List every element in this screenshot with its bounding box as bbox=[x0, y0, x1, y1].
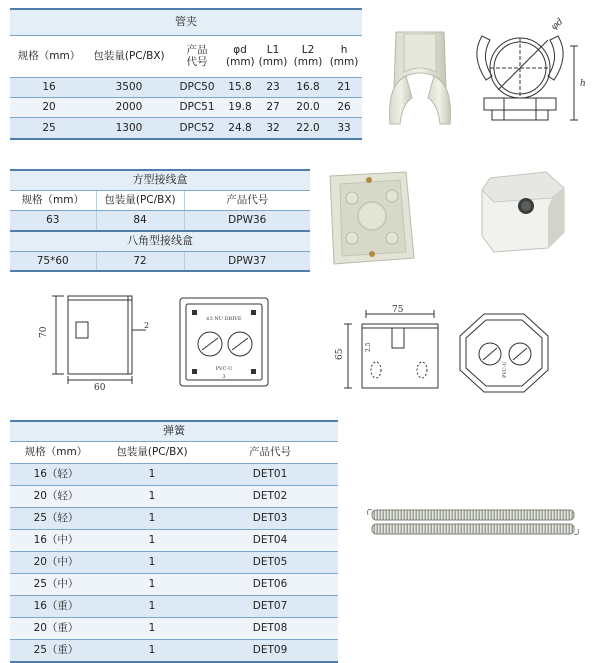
pipe-clip-drawing bbox=[470, 16, 590, 132]
table-row: 16 3500 DPC50 15.8 23 16.8 21 bbox=[10, 77, 362, 97]
width-dimension: 60 bbox=[94, 383, 106, 393]
header-d: φd (mm) bbox=[224, 35, 256, 77]
table-row: 63 84 DPW36 bbox=[10, 210, 310, 231]
header-pack: 包装量(PC/BX) bbox=[88, 35, 170, 77]
inner-dimension: 2.5 bbox=[365, 342, 372, 352]
header-code: 产品代号 bbox=[184, 190, 310, 210]
table-row: 20（中） 1 DET05 bbox=[10, 551, 338, 573]
model-mark: PVC-U bbox=[502, 361, 508, 378]
header-l2: L2 (mm) bbox=[290, 35, 326, 77]
height-label: h bbox=[580, 79, 586, 89]
octagon-box-top-drawing bbox=[456, 310, 552, 396]
square-box-title: 方型接线盒 bbox=[10, 170, 310, 190]
junction-box-table bbox=[10, 169, 310, 272]
width-dimension: 75 bbox=[392, 305, 404, 315]
size-mark: 3 bbox=[222, 374, 226, 380]
table-row: 75*60 72 DPW37 bbox=[10, 251, 310, 271]
square-box-side-drawing bbox=[34, 290, 152, 393]
octagon-box-side-drawing bbox=[334, 304, 442, 400]
table-row: 20（重） 1 DET08 bbox=[10, 617, 338, 639]
octagon-box-title: 八角型接线盒 bbox=[10, 231, 310, 251]
header-spec: 规格（mm） bbox=[10, 35, 88, 77]
table-row: 20（轻） 1 DET02 bbox=[10, 485, 338, 507]
height-dimension: 70 bbox=[39, 326, 49, 338]
model-mark: PVC-U bbox=[215, 366, 233, 372]
spring-table bbox=[10, 420, 338, 663]
table-row: 20 2000 DPC51 19.8 27 20.0 26 bbox=[10, 97, 362, 117]
pipe-clip-table bbox=[10, 8, 362, 140]
wall-dimension: 2 bbox=[144, 321, 150, 330]
header-code: 产品代号 bbox=[202, 441, 338, 463]
square-box-photo bbox=[322, 168, 420, 268]
table-row: 16（轻） 1 DET01 bbox=[10, 463, 338, 485]
header-l1: L1 (mm) bbox=[256, 35, 290, 77]
header-pack: 包装量(PC/BX) bbox=[102, 441, 202, 463]
table-row: 25（中） 1 DET06 bbox=[10, 573, 338, 595]
header-h: h (mm) bbox=[326, 35, 362, 77]
height-dimension: 65 bbox=[335, 348, 345, 360]
table-row: 25 1300 DPC52 24.8 32 22.0 33 bbox=[10, 117, 362, 139]
header-pack: 包装量(PC/BX) bbox=[96, 190, 184, 210]
header-code: 产品 代号 bbox=[170, 35, 224, 77]
spring-photo bbox=[366, 504, 580, 544]
table-row: 16（重） 1 DET07 bbox=[10, 595, 338, 617]
pipe-clip-title: 管夹 bbox=[10, 9, 362, 35]
octagon-box-photo bbox=[476, 168, 572, 256]
pipe-clip-photo bbox=[382, 28, 458, 128]
table-row: 25（重） 1 DET09 bbox=[10, 639, 338, 662]
brand-mark: ¢3 NU DRIVE bbox=[206, 316, 242, 322]
spring-title: 弹簧 bbox=[10, 421, 338, 441]
diameter-label: φd bbox=[549, 16, 566, 33]
table-row: 25（轻） 1 DET03 bbox=[10, 507, 338, 529]
header-spec: 规格（mm） bbox=[10, 441, 102, 463]
square-box-top-drawing bbox=[176, 294, 272, 390]
table-row: 16（中） 1 DET04 bbox=[10, 529, 338, 551]
header-spec: 规格（mm） bbox=[10, 190, 96, 210]
